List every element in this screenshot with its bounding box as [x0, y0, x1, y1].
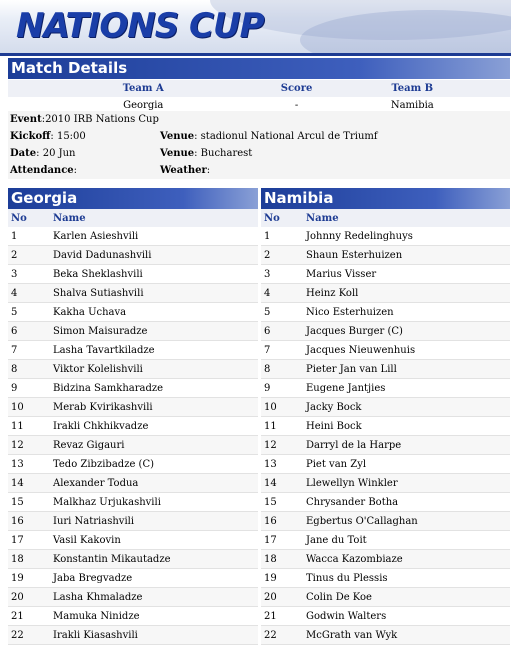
player-number: 11 — [261, 417, 305, 436]
player-number: 10 — [261, 398, 305, 417]
player-row — [261, 265, 510, 284]
player-number: 1 — [261, 227, 305, 246]
city-label: Venue — [160, 148, 195, 159]
player-row — [261, 626, 510, 645]
player-name: Jaba Bregvadze — [52, 569, 258, 588]
player-number: 22 — [8, 626, 52, 645]
player-name: Alexander Todua — [52, 474, 258, 493]
player-row — [8, 550, 258, 569]
player-number: 3 — [261, 265, 305, 284]
player-number: 12 — [261, 436, 305, 455]
player-row — [261, 531, 510, 550]
player-number: 7 — [261, 341, 305, 360]
nations-cup-banner — [0, 0, 511, 56]
venue-label: Venue — [160, 131, 195, 142]
player-name: Revaz Gigauri — [52, 436, 258, 455]
player-number: 17 — [261, 531, 305, 550]
player-row — [261, 474, 510, 493]
player-number: 6 — [261, 322, 305, 341]
score-value: - — [279, 97, 315, 114]
player-name: Lasha Tavartkiladze — [52, 341, 258, 360]
player-row — [8, 569, 258, 588]
player-number: 22 — [261, 626, 305, 645]
player-number: 14 — [8, 474, 52, 493]
player-name: Irakli Kiasashvili — [52, 626, 258, 645]
player-name: Jacques Burger (C) — [305, 322, 510, 341]
player-row — [8, 626, 258, 645]
player-name: Piet van Zyl — [305, 455, 510, 474]
player-name: Karlen Asieshvili — [52, 227, 258, 246]
player-number: 4 — [8, 284, 52, 303]
player-number: 17 — [8, 531, 52, 550]
player-number: 13 — [261, 455, 305, 474]
player-name: Egbertus O'Callaghan — [305, 512, 510, 531]
player-row — [261, 569, 510, 588]
player-number: 4 — [261, 284, 305, 303]
player-name: Tedo Zibzibadze (C) — [52, 455, 258, 474]
player-number: 16 — [8, 512, 52, 531]
player-name: Llewellyn Winkler — [305, 474, 510, 493]
player-number: 19 — [261, 569, 305, 588]
player-row — [261, 379, 510, 398]
player-number: 15 — [8, 493, 52, 512]
player-number: 1 — [8, 227, 52, 246]
player-name: Irakli Chkhikvadze — [52, 417, 258, 436]
player-row — [261, 246, 510, 265]
team-a-header: Team A — [8, 80, 279, 97]
player-number: 21 — [261, 607, 305, 626]
player-name: Darryl de la Harpe — [305, 436, 510, 455]
georgia-heading: Georgia — [8, 188, 258, 209]
roster-header-row — [261, 209, 510, 227]
player-row — [261, 512, 510, 531]
player-name: Bidzina Samkharadze — [52, 379, 258, 398]
player-number: 13 — [8, 455, 52, 474]
player-name: Malkhaz Urjukashvili — [52, 493, 258, 512]
player-row — [8, 607, 258, 626]
player-number: 20 — [8, 588, 52, 607]
player-number: 5 — [8, 303, 52, 322]
name-column-header: Name — [305, 209, 510, 227]
player-number: 21 — [8, 607, 52, 626]
player-row — [8, 436, 258, 455]
player-name: Simon Maisuradze — [52, 322, 258, 341]
player-name: Chrysander Botha — [305, 493, 510, 512]
player-name: Kakha Uchava — [52, 303, 258, 322]
player-row — [8, 227, 258, 246]
event-value: 2010 IRB Nations Cup — [45, 114, 159, 125]
player-name: Godwin Walters — [305, 607, 510, 626]
date-row: Date: 20 Jun Venue: Bucharest — [8, 145, 510, 163]
player-row — [8, 246, 258, 265]
no-column-header: No — [8, 209, 52, 227]
player-number: 2 — [8, 246, 52, 265]
player-name: Beka Sheklashvili — [52, 265, 258, 284]
player-row — [8, 493, 258, 512]
player-name: Shalva Sutiashvili — [52, 284, 258, 303]
banner-title: NATIONS CUP — [16, 6, 264, 46]
player-row — [261, 322, 510, 341]
player-name: Heini Bock — [305, 417, 510, 436]
player-name: Mamuka Ninidze — [52, 607, 258, 626]
kickoff-row: Kickoff: 15:00 Venue: stadionul National Arcul de Triumf — [8, 128, 510, 146]
player-row — [261, 455, 510, 474]
player-name: Iuri Natriashvili — [52, 512, 258, 531]
player-name: Merab Kvirikashvili — [52, 398, 258, 417]
kickoff-value: 15:00 — [56, 131, 86, 142]
kickoff-label: Kickoff — [10, 131, 51, 142]
player-number: 11 — [8, 417, 52, 436]
date-label: Date — [10, 148, 37, 159]
date-value: 20 Jun — [42, 148, 76, 159]
player-number: 18 — [261, 550, 305, 569]
match-details-header-row — [8, 80, 510, 97]
player-number: 8 — [8, 360, 52, 379]
player-name: Johnny Redelinghuys — [305, 227, 510, 246]
player-name: Jacques Nieuwenhuis — [305, 341, 510, 360]
player-name: Nico Esterhuizen — [305, 303, 510, 322]
namibia-heading: Namibia — [261, 188, 510, 209]
player-number: 19 — [8, 569, 52, 588]
player-row — [261, 360, 510, 379]
player-number: 3 — [8, 265, 52, 284]
player-name: Jacky Bock — [305, 398, 510, 417]
no-column-header: No — [261, 209, 305, 227]
player-number: 20 — [261, 588, 305, 607]
roster-header-row — [8, 209, 258, 227]
match-details-table — [8, 80, 510, 114]
player-row — [261, 341, 510, 360]
player-number: 14 — [261, 474, 305, 493]
player-row — [261, 550, 510, 569]
venue-value: stadionul National Arcul de Triumf — [200, 131, 378, 142]
player-row — [8, 512, 258, 531]
player-name: Heinz Koll — [305, 284, 510, 303]
player-row — [8, 284, 258, 303]
attendance-row: Attendance: Weather: — [8, 162, 510, 180]
player-row — [8, 588, 258, 607]
player-row — [8, 322, 258, 341]
player-name: Jane du Toit — [305, 531, 510, 550]
team-b-value: Namibia — [315, 97, 510, 114]
player-row — [8, 265, 258, 284]
player-row — [261, 493, 510, 512]
georgia-roster-table — [8, 209, 258, 645]
player-name: Konstantin Mikautadze — [52, 550, 258, 569]
attendance-label: Attendance — [10, 165, 74, 176]
player-row — [261, 436, 510, 455]
player-row — [8, 531, 258, 550]
player-name: Viktor Kolelishvili — [52, 360, 258, 379]
player-row — [8, 379, 258, 398]
weather-label: Weather — [160, 165, 207, 176]
score-header: Score — [279, 80, 315, 97]
player-name: Eugene Jantjies — [305, 379, 510, 398]
player-number: 15 — [261, 493, 305, 512]
player-name: Marius Visser — [305, 265, 510, 284]
event-row: Event:2010 IRB Nations Cup — [8, 111, 510, 129]
player-number: 7 — [8, 341, 52, 360]
player-number: 5 — [261, 303, 305, 322]
player-row — [261, 417, 510, 436]
player-name: Vasil Kakovin — [52, 531, 258, 550]
player-name: Lasha Khmaladze — [52, 588, 258, 607]
player-row — [8, 455, 258, 474]
player-name: Colin De Koe — [305, 588, 510, 607]
player-row — [261, 227, 510, 246]
player-row — [8, 360, 258, 379]
player-row — [8, 474, 258, 493]
player-number: 12 — [8, 436, 52, 455]
team-b-header: Team B — [315, 80, 510, 97]
player-number: 9 — [8, 379, 52, 398]
player-name: Wacca Kazombiaze — [305, 550, 510, 569]
player-row — [261, 398, 510, 417]
player-name: McGrath van Wyk — [305, 626, 510, 645]
player-row — [261, 588, 510, 607]
city-value: Bucharest — [200, 148, 253, 159]
player-name: Pieter Jan van Lill — [305, 360, 510, 379]
player-row — [8, 417, 258, 436]
player-row — [8, 303, 258, 322]
team-a-value: Georgia — [8, 97, 279, 114]
player-row — [261, 284, 510, 303]
player-number: 18 — [8, 550, 52, 569]
name-column-header: Name — [52, 209, 258, 227]
event-label: Event — [10, 114, 42, 125]
player-number: 9 — [261, 379, 305, 398]
player-row — [8, 398, 258, 417]
match-details-heading: Match Details — [8, 58, 510, 79]
player-number: 16 — [261, 512, 305, 531]
player-number: 2 — [261, 246, 305, 265]
namibia-roster-table — [261, 209, 510, 645]
player-row — [261, 607, 510, 626]
player-row — [261, 303, 510, 322]
player-number: 8 — [261, 360, 305, 379]
player-number: 10 — [8, 398, 52, 417]
player-name: Shaun Esterhuizen — [305, 246, 510, 265]
player-name: Tinus du Plessis — [305, 569, 510, 588]
player-number: 6 — [8, 322, 52, 341]
player-name: David Dadunashvili — [52, 246, 258, 265]
player-row — [8, 341, 258, 360]
